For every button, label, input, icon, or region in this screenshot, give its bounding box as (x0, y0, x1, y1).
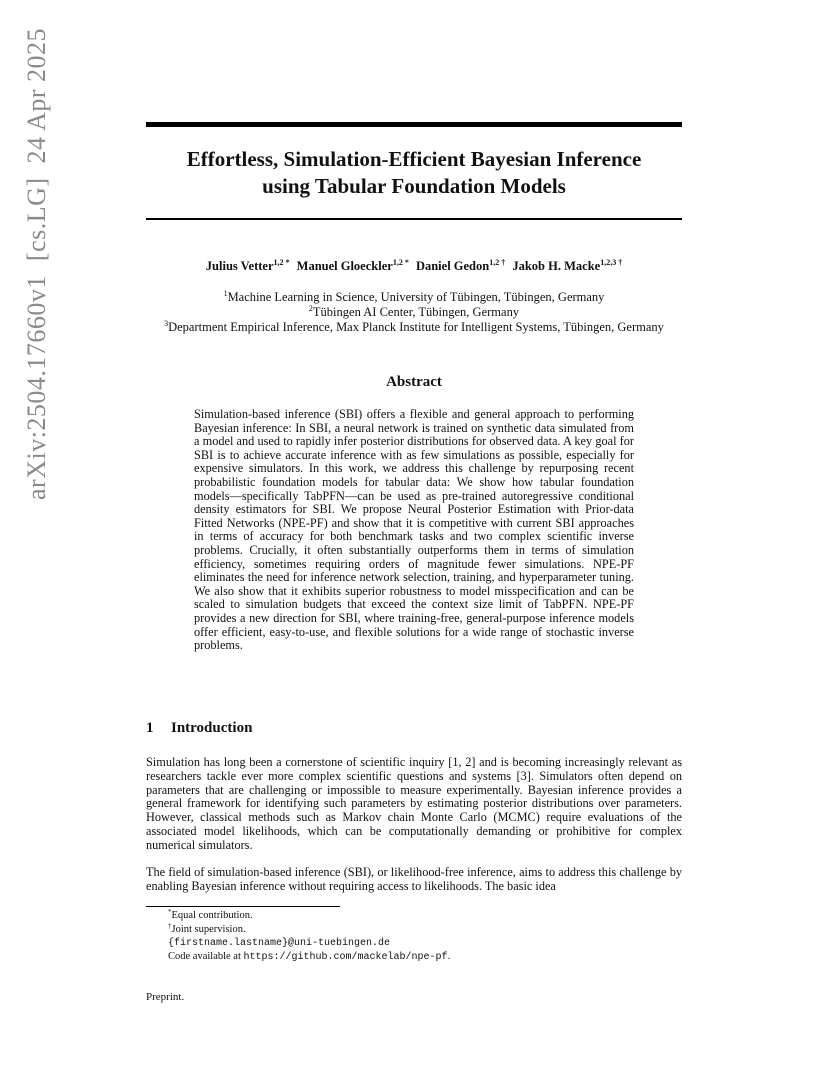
arxiv-date: 24 Apr 2025 (22, 27, 51, 164)
affiliation-text: Tübingen AI Center, Tübingen, Germany (312, 305, 520, 319)
title-rule-bottom (146, 218, 682, 220)
affiliation-mark: 1 (223, 289, 228, 298)
footnote-code (168, 950, 450, 965)
title-rule-top (146, 122, 682, 127)
footnote-equal (168, 909, 450, 923)
arxiv-category: [cs.LG] (22, 177, 51, 262)
footnote-code-prefix: Code available at (168, 951, 244, 963)
affiliation (116, 320, 712, 335)
paper-title (146, 146, 682, 200)
author-marks: 1,2 * (273, 258, 290, 267)
footnote-joint (168, 923, 450, 937)
arxiv-stamp (22, 20, 62, 500)
footnote-rule (146, 906, 340, 907)
author-name: Daniel Gedon (415, 259, 490, 273)
footnote-mark: † (168, 921, 172, 930)
affiliation-text: Machine Learning in Science, University of Tübingen, Tübingen, Germany (227, 290, 605, 304)
abstract-heading: Abstract (386, 374, 442, 390)
author-name: Julius Vetter (205, 259, 274, 273)
affiliation-list (146, 290, 682, 335)
footnote-text: Equal contribution. (171, 910, 253, 921)
footnote-email[interactable]: {firstname.lastname}@uni-tuebingen.de (168, 937, 391, 949)
arxiv-id: arXiv:2504.17660v1 (22, 275, 51, 500)
author-marks: 1,2 † (489, 258, 506, 267)
affiliation-text: Department Empirical Inference, Max Planck Institute for Intelligent Systems, Tübingen, Germany (168, 320, 664, 334)
intro-paragraph-1: Simulation has long been a cornerstone of scientific inquiry [1, 2] and is becoming increasingly relevant as researchers tackle ever more complex scientific questions and systems [3]. Simulators often depend on parameters that are challenging or impossible to measure experimentally. Bayesian inference provides a general framework for identifying such parameters by estimating posterior distributions over parameters. However, classical methods such as Markov chain Monte Carlo (MCMC) require evaluations of the associated model likelihoods, which can be computationally demanding or prohibitive for complex numerical simulators. (146, 755, 682, 852)
author-marks: 1,2,3 † (600, 258, 623, 267)
affiliation-mark: 2 (308, 304, 313, 313)
title-line-1: Effortless, Simulation-Efficient Bayesian Inference (186, 147, 642, 171)
affiliation (146, 305, 682, 320)
intro-paragraph-2: The field of simulation-based inference (SBI), or likelihood-free inference, aims to address this challenge by enabling Bayesian inference without requiring access to likelihoods. The basic idea (146, 865, 682, 893)
abstract-text: Simulation-based inference (SBI) offers a flexible and general approach to performing Bayesian inference: In SBI, a neural network is trained on synthetic data simulated from a model and used to rapidly infer posterior distributions for observed data. A key goal for SBI is to achieve accurate inference with as few simulations as possible, especially for expensive simulators. In this work, we address this challenge by repurposing recent probabilistic foundation models for tabular data: We show how tabular foundation models—specifically TabPFN—can be used as pre-trained autoregressive conditional density estimators for SBI. We propose Neural Posterior Estimation with Prior-data Fitted Networks (NPE-PF) and show that it is competitive with current SBI approaches in terms of accuracy for both benchmark tasks and two complex scientific inverse problems. Crucially, it often substantially outperforms them in terms of simulation efficiency, sometimes requiring orders of magnitude fewer simulations. NPE-PF eliminates the need for inference network selection, training, and hyperparameter tuning. We also show that it exhibits superior robustness to model misspecification and can be scaled to simulation budgets that exceed the context size limit of TabPFN. NPE-PF provides a new direction for SBI, where training-free, general-purpose inference models offer efficient, easy-to-use, and flexible solutions for a wide range of stochastic inverse problems. (194, 407, 634, 653)
footnote-code-suffix: . (447, 951, 451, 963)
section-heading (146, 720, 252, 737)
section-number: 1 (146, 720, 154, 736)
title-line-2: using Tabular Foundation Models (262, 174, 566, 198)
footnote-mark: * (168, 908, 172, 916)
preprint-label: Preprint. (146, 991, 185, 1003)
author-name: Jakob H. Macke (512, 259, 601, 273)
author-list (146, 258, 682, 274)
author-marks: 1,2 * (392, 258, 409, 267)
section-title: Introduction (171, 720, 253, 736)
author-name: Manuel Gloeckler (296, 259, 393, 273)
footnote-text: Joint supervision. (171, 923, 246, 935)
code-link[interactable]: https://github.com/mackelab/npe-pf (243, 952, 448, 964)
footnotes (168, 909, 450, 965)
affiliation (146, 290, 682, 305)
affiliation-mark: 3 (164, 319, 169, 328)
